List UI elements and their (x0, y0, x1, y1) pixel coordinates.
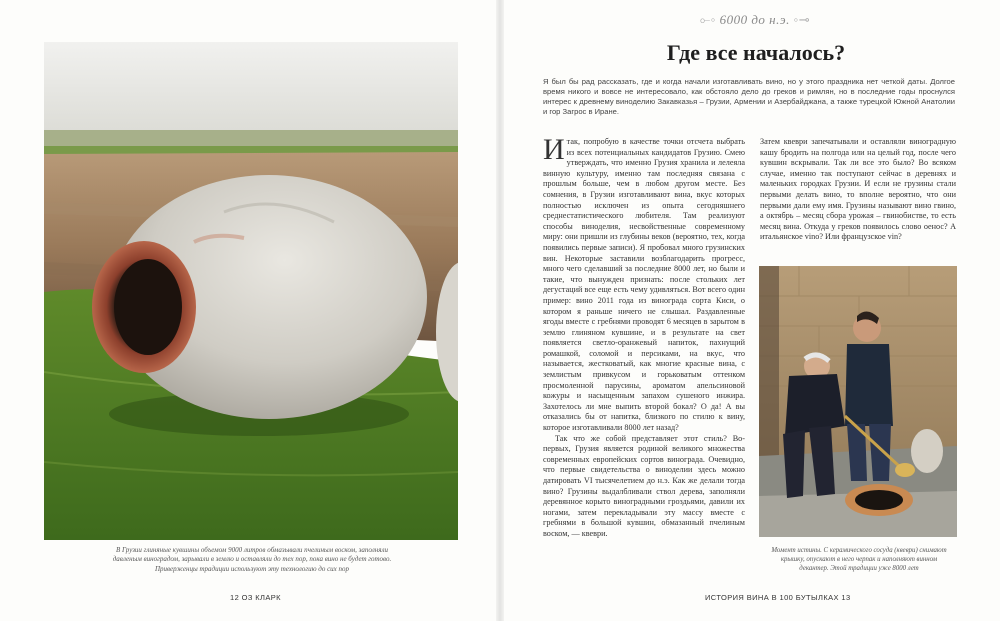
book-gutter (496, 0, 504, 621)
lead-paragraph: Я был бы рад рассказать, где и когда начали изготавливать вино, но у этого праздника нет четкой даты. Долгое время никого и вовсе не интересовало, как обстояло дело до греков и римлян, но в последние годы проснулся интерес к древнему виноделию Закавказья – Грузии, Армении и Азербайджана, а также турецкой Южной Анатолии и гор Загрос в Иране. (543, 77, 955, 117)
right-photo-caption: Момент истины. С керамического сосуда (квеври) снимают крышку, опускают в него черпак и наполняют винном декантер. Этой традиции уже 8000 лет (771, 547, 947, 572)
paragraph-1-text: так, попробую в качестве точки отсчета выбрать из всех потенциальных кандидатов Грузию. Смею утверждать, что именно Грузия хранила и лелеяла винную культуру, именно там последняя связана с прошлым больше, чем в любом другом месте. Без сомнения, в Грузии изготавливают вина, вкус которых полностью исключен из опыта сегодняшнего среднестатистического любителя. Там реализуют способы виноделия, несвойственные современному миру: они пришли из глубины веков (вероятно, тех, когда появились первые записи). Я пробовал много грузинских вин. Некоторые заставили возблагодарить прогресс, много чего сделавший за последние 8000 лет, но были и такие, что вынужден признать: после стольких лет дегустаций все еще есть чему удивляться. Вот всего один пример: вино 2011 года из винограда сорта Киси, о котором я раньше ничего не слышал. Раздавленные ягоды вместе с гребнями проводят 6 месяцев в зарытом в землю глиняном кувшине, и в результате на свет появляется светло-оранжевый напиток, пахнущий ромашкой, соломой и персиками, на вкус, что называется, жестковатый, как многие красные вина, с землистым привкусом и горьковатым оттенком просмоленной парусины, ароматом апельсиновой кожуры и насыщенным запахом сушеного инжира. Захотелось ли мне выпить второй бокал? О да! А вы отказались бы от напитка, близкого по стилю к вину, которое изготавливали 8000 лет назад? (543, 137, 745, 433)
ornament-left: ⟜◦ (699, 12, 716, 27)
chapter-title: Где все началось? (666, 40, 846, 65)
paragraph-2: Так что же собой представляет этот стиль? Во-первых, Грузия является родиной великого множества современных европейских сортов винограда. Очевидно, что первые свидетельства о виноделии здесь можно датировать VI тысячелетием до н.э. Как же делали тогда вино? Грузины выдалбливали ствол дерева, заполняли деревянное корыто виноградными гроздьями, давили их ногами, затем перекладывали эту массу вместе с гребнями в большой кувшин, обмазанный пчелиным воском, — квеври. (543, 433, 745, 538)
qvevri-field-photo (44, 42, 458, 540)
text-column-2 (760, 137, 956, 259)
left-folio: 12 ОЗ КЛАРК (230, 593, 281, 602)
era-heading (690, 12, 820, 28)
text-column-1 (543, 137, 745, 582)
right-folio: ИСТОРИЯ ВИНА В 100 БУТЫЛКАХ 13 (705, 593, 851, 602)
paragraph-1 (543, 137, 745, 434)
drop-cap: И (543, 137, 565, 166)
era-label: 6000 до н.э. (719, 12, 790, 27)
ornament-right: ◦⊸ (793, 12, 811, 27)
paragraph-3: Затем квеври запечатывали и оставляли виноградную кашу бродить на полгода или на целый год, после чего кувшин вскрывали. Так ли все это было? Во всяком случае, именно так поступают сейчас в деревнях и маленьких городках Грузии. И если не грузины стали первыми делать вино, то вполне вероятно, что они первыми дали ему имя. Грузины называют вино гвино, а октябрь – месяц сбора урожая – гвинобистве, то есть месяц вина. Откуда у греков появилось слово оенос? А итальянское vino? Или французское vin? (760, 137, 956, 242)
left-photo-caption: В Грузии глиняные кувшины объемом 9000 литров обмазывали пчелиным воском, заполняли давленым виноградом, зарывали в землю и оставляли до тех пор, пока вино не будет готово. Приверженцы традиции используют эту технологию до сих пор (112, 546, 392, 573)
winemakers-photo (759, 266, 957, 537)
